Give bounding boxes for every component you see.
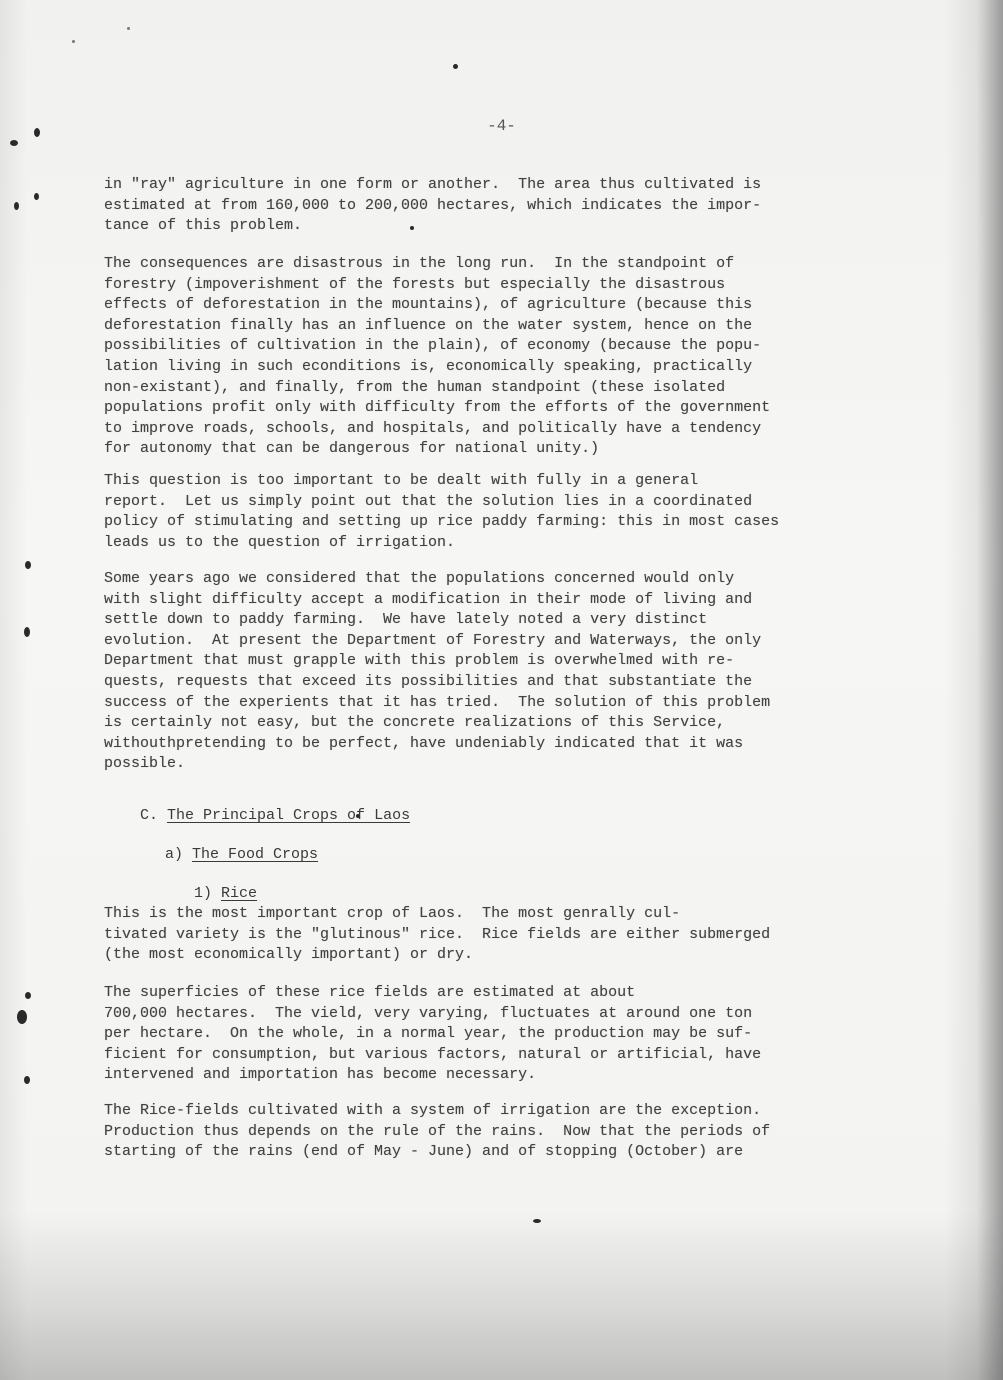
- scan-bottom-shadow: [0, 1210, 1003, 1380]
- scan-speck: [533, 1219, 541, 1223]
- paragraph-consequences: The consequences are disastrous in the long run. In the standpoint of forestry (impoverishment of the forests but especially the disastrous effects of deforestation in the mountains), of agriculture (because this deforestation finally has an influence on the water system, hence on the possibilities of cultivation in the plain), of economy (because the popu- lation living in such econditions is, economically speaking, practically non-existant), and finally, from the human standpoint (these isolated populations profit only with difficulty from the efforts of the government to improve roads, schools, and hospitals, and politically have a tendency for autonomy that can be dangerous for national unity.): [104, 255, 771, 458]
- paragraph-populations-evolution: Some years ago we considered that the populations concerned would only with slight difficulty accept a modification in their mode of living and settle down to paddy farming. We have lately noted a very distinct evolution. At present the Department of Forestry and Waterways, the only Department that must grapple with this problem is overwhelmed with re- quests, requests that exceed its possibilities and that substantiate the success of the experients that it has tried. The solution of this problem is certainly not easy, but the concrete realizations of this Service, withouthpretending to be perfect, have undeniably indicated that it was possible.: [104, 570, 771, 773]
- binder-mark: [25, 561, 31, 569]
- item-heading-prefix: 1): [194, 885, 222, 902]
- paragraph-rice-superficies: The superficies of these rice fields are estimated at about 700,000 hectares. The vield, very varying, fluctuates at around one ton per hectare. On the whole, in a normal year, the production may be suf- ficient for consumption, but various factors, natural or artificial, have intervened and importation has become necessary.: [104, 984, 762, 1084]
- page-number: -4-: [487, 117, 516, 135]
- binder-mark: [25, 992, 31, 999]
- paragraph-ray-agriculture: in "ray" agriculture in one form or another. The area thus cultivated is estimated at from 160,000 to 200,000 hectares, which indicates the impor- tance of this problem.: [104, 176, 762, 235]
- binder-mark: [10, 140, 18, 146]
- binder-mark: [24, 1076, 30, 1084]
- binder-mark: [17, 1010, 27, 1024]
- paragraph-rice-importance: This is the most important crop of Laos. The most genrally cul- tivated variety is the "glutinous" rice. Rice fields are either submerged (the most economically important) or dry.: [104, 905, 771, 964]
- paragraph-irrigation: The Rice-fields cultivated with a system of irrigation are the exception. Production thus depends on the rule of the rains. Now that the periods of starting of the rains (end of May - June) and of stopping (October) are: [104, 1102, 771, 1161]
- scan-speck: [127, 27, 130, 30]
- binder-mark: [24, 627, 30, 637]
- scan-right-edge-shadow: [945, 0, 1003, 1380]
- subheading-title: The Food Crops: [192, 846, 319, 863]
- scan-speck: [453, 64, 458, 69]
- binder-mark: [14, 202, 19, 210]
- scan-speck: [72, 40, 75, 43]
- binder-mark: [34, 193, 39, 200]
- section-heading-title: The Principal Crops of Laos: [167, 807, 411, 824]
- subheading-prefix: a): [165, 846, 193, 863]
- item-heading-title: Rice: [221, 885, 258, 902]
- paragraph-question-importance: This question is too important to be dealt with fully in a general report. Let us simply point out that the solution lies in a coordinated policy of stimulating and setting up rice paddy farming: this in most cases leads us to the question of irrigation.: [104, 472, 780, 551]
- section-heading-prefix: C.: [140, 807, 168, 824]
